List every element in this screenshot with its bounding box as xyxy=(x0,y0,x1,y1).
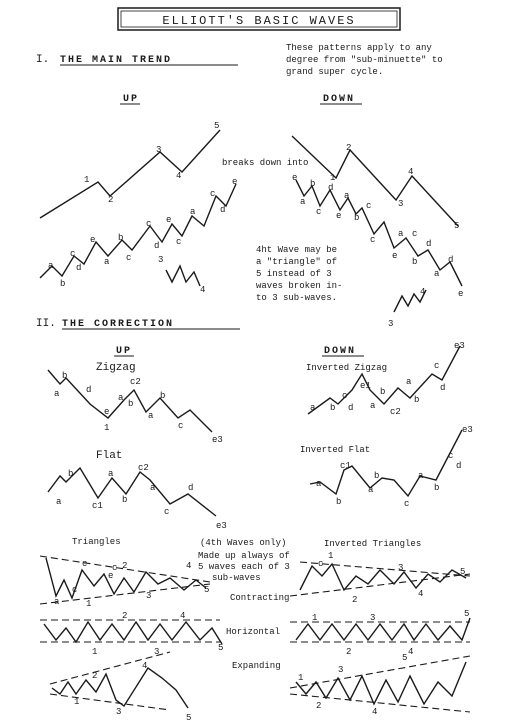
up-fourth-triangle xyxy=(166,266,200,286)
up-sub-d2: d xyxy=(154,241,160,251)
izz-c1: c xyxy=(342,391,348,401)
etri-1: 1 xyxy=(74,697,80,707)
down-sub-b1: b xyxy=(310,179,316,189)
iflat-b3: b xyxy=(434,483,440,493)
htri-3: 3 xyxy=(154,647,160,657)
izz-b1: b xyxy=(330,403,336,413)
up-sub-b2: b xyxy=(118,233,124,243)
iflat-c2: c xyxy=(404,499,410,509)
down-triangle-label-4: 4 xyxy=(420,287,426,297)
up-sub-e2: e xyxy=(166,215,172,225)
section2-heading: THE CORRECTION xyxy=(62,319,175,330)
section1-heading: THE MAIN TREND xyxy=(60,55,173,66)
ictri-1: 1 xyxy=(328,551,334,561)
flat-a1: a xyxy=(56,497,62,507)
down-sub-c3: c xyxy=(370,235,376,245)
zz-b1: b xyxy=(62,371,68,381)
izz-a2: a xyxy=(370,401,376,411)
down-sub-d2: d xyxy=(426,239,432,249)
zz-d1: d xyxy=(86,385,92,395)
ctri-3: 3 xyxy=(146,591,152,601)
flat-d3: d xyxy=(188,483,194,493)
ietri-3: 3 xyxy=(338,665,344,675)
izz-d3: d xyxy=(440,383,446,393)
izz-b2: b xyxy=(380,387,386,397)
fourth-note-2: a "triangle" of xyxy=(256,257,338,267)
etri-2: 2 xyxy=(92,671,98,681)
izz-c2: c2 xyxy=(390,407,401,417)
up-sub-d1: d xyxy=(76,263,82,273)
down-sub-c4: c xyxy=(412,229,418,239)
inverted-triangles-label: Inverted Triangles xyxy=(324,539,422,549)
iflat-b2: b xyxy=(374,471,380,481)
ictri-4: 4 xyxy=(418,589,424,599)
ietri-4: 4 xyxy=(372,707,378,717)
ctri-2: 2 xyxy=(122,561,128,571)
down-sub-a3: a xyxy=(398,229,404,239)
zigzag-label: Zigzag xyxy=(96,362,136,374)
iflat-a2: a xyxy=(368,485,374,495)
fourth-note-5: to 3 sub-waves. xyxy=(256,293,338,303)
down-sub-d3: d xyxy=(448,255,454,265)
etri-4: 4 xyxy=(142,661,148,671)
izz-b3: b xyxy=(414,395,420,405)
note-line-3: grand super cycle. xyxy=(286,67,384,77)
inv-horizontal-wave xyxy=(296,618,470,640)
fourth-only-label: (4th Waves only) xyxy=(200,538,287,548)
up-sub-c1: c xyxy=(70,249,76,259)
zz-e3: e3 xyxy=(212,435,223,445)
ictri-2: 2 xyxy=(352,595,358,605)
expanding-wave xyxy=(52,668,188,708)
expanding-label: Expanding xyxy=(232,661,281,671)
flat-a3: a xyxy=(150,483,156,493)
zz-e1: e xyxy=(104,407,110,417)
main-up-subwaves xyxy=(40,184,236,278)
flat-label: Flat xyxy=(96,450,123,462)
made-up-line-3: sub-waves xyxy=(212,573,261,583)
inv-expanding-wave xyxy=(296,662,466,704)
up-triangle-label-4: 4 xyxy=(200,285,206,295)
main-down-label-4: 4 xyxy=(408,167,414,177)
main-down-label-1: 1 xyxy=(330,173,336,183)
section1-numeral: I. xyxy=(36,54,50,66)
horizontal-wave xyxy=(44,622,222,644)
iflat-a3: a xyxy=(418,471,424,481)
main-down-label-2: 2 xyxy=(346,143,352,153)
flat-c3: c xyxy=(164,507,170,517)
ctri-4: 4 xyxy=(186,561,192,571)
up-triangle-label-3: 3 xyxy=(158,255,164,265)
inv-contracting-upper xyxy=(300,562,470,576)
main-up-label-4: 4 xyxy=(176,171,182,181)
note-line-1: These patterns apply to any xyxy=(286,43,432,53)
ihtri-3: 3 xyxy=(370,613,376,623)
up-sub-c3: c xyxy=(146,219,152,229)
main-up-impulse xyxy=(40,130,220,218)
izz-e1: e1 xyxy=(360,381,371,391)
izz-a1: a xyxy=(310,403,316,413)
flat-e3: e3 xyxy=(216,521,227,531)
etri-3: 3 xyxy=(116,707,122,717)
page-title: ELLIOTT'S BASIC WAVES xyxy=(162,14,356,28)
ctri-e: e xyxy=(108,571,114,581)
horizontal-label: Horizontal xyxy=(226,627,281,637)
down-sub-e4: e xyxy=(458,289,464,299)
izz-c3: c xyxy=(434,361,440,371)
inv-contracting-lower xyxy=(290,574,470,596)
main-up-label-5: 5 xyxy=(214,121,220,131)
down-sub-d1: d xyxy=(328,183,334,193)
main-up-label-1: 1 xyxy=(84,175,90,185)
iflat-d3: d xyxy=(456,461,462,471)
flat-c1: c1 xyxy=(92,501,103,511)
up-sub-c5: c xyxy=(210,189,216,199)
ctri-c: c xyxy=(72,585,78,595)
ctri-c2: c xyxy=(82,559,88,569)
fourth-note-3: 5 instead of 3 xyxy=(256,269,332,279)
inverted-zigzag-label: Inverted Zigzag xyxy=(306,363,388,373)
made-up-line-1: Made up always of xyxy=(198,551,290,561)
ictri-5: 5 xyxy=(460,567,466,577)
zz-a2: a xyxy=(118,393,124,403)
htri-2: 2 xyxy=(122,611,128,621)
down-sub-e1: e xyxy=(292,173,298,183)
note-line-2: degree from "sub-minuette" to xyxy=(286,55,443,65)
contracting-label: Contracting xyxy=(230,593,290,603)
main-down-heading: DOWN xyxy=(323,94,356,105)
flat-c2: c2 xyxy=(138,463,149,473)
correction-down-heading: DOWN xyxy=(324,346,357,357)
ictri-3: 3 xyxy=(398,563,404,573)
made-up-line-2: 5 waves each of 3 xyxy=(198,562,290,572)
down-sub-e2: e xyxy=(336,211,342,221)
izz-a3: a xyxy=(406,377,412,387)
izz-e3: e3 xyxy=(454,341,465,351)
iflat-c3: c xyxy=(448,451,454,461)
up-sub-b1: b xyxy=(60,279,66,289)
main-up-heading: UP xyxy=(123,94,140,105)
zz-a1: a xyxy=(54,389,60,399)
iflat-e3: e3 xyxy=(462,425,473,435)
down-sub-a2: a xyxy=(344,191,350,201)
down-sub-e3: e xyxy=(392,251,398,261)
ctri-1: 1 xyxy=(86,599,92,609)
down-sub-c1: c xyxy=(316,207,322,217)
fourth-note-4: waves broken in- xyxy=(256,281,343,291)
flat-b2: b xyxy=(122,495,128,505)
inv-contracting-wave xyxy=(300,564,466,590)
breaks-down-text: breaks down into xyxy=(222,158,309,168)
down-sub-c2: c xyxy=(366,201,372,211)
down-sub-b3: b xyxy=(412,257,418,267)
section2-numeral: II. xyxy=(36,318,56,330)
iflat-c1: c1 xyxy=(340,461,351,471)
flat-a2: a xyxy=(108,469,114,479)
up-sub-a1: a xyxy=(48,261,54,271)
main-up-label-2: 2 xyxy=(108,195,114,205)
up-sub-e3: e xyxy=(232,177,238,187)
up-sub-c4: c xyxy=(176,237,182,247)
main-down-label-3: 3 xyxy=(398,199,404,209)
down-sub-a4: a xyxy=(434,269,440,279)
ctri-5: 5 xyxy=(204,585,210,595)
contracting-lower-boundary xyxy=(40,584,210,604)
htri-4: 4 xyxy=(180,611,186,621)
ietri-2: 2 xyxy=(316,701,322,711)
ietri-1: 1 xyxy=(298,673,304,683)
ietri-5: 5 xyxy=(402,653,408,663)
up-sub-a3: a xyxy=(190,207,196,217)
up-sub-d3: d xyxy=(220,205,226,215)
down-triangle-label-3: 3 xyxy=(388,319,394,329)
up-sub-a2: a xyxy=(104,257,110,267)
zz-a3: a xyxy=(148,411,154,421)
triangles-label: Triangles xyxy=(72,537,121,547)
ihtri-5: 5 xyxy=(464,609,470,619)
ihtri-4: 4 xyxy=(408,647,414,657)
inverted-flat-label: Inverted Flat xyxy=(300,445,371,455)
iflat-b1: b xyxy=(336,497,342,507)
iflat-a1: a xyxy=(316,479,322,489)
zz-b3: b xyxy=(160,391,166,401)
ctri-c-top: c xyxy=(112,563,118,573)
htri-1: 1 xyxy=(92,647,98,657)
fourth-note-1: 4ht Wave may be xyxy=(256,245,338,255)
zz-b2: b xyxy=(128,399,134,409)
up-sub-c2: c xyxy=(126,253,132,263)
up-sub-e1: e xyxy=(90,235,96,245)
zz-c3: c xyxy=(178,421,184,431)
htri-5: 5 xyxy=(218,643,224,653)
ihtri-1: 1 xyxy=(312,613,318,623)
izz-d1: d xyxy=(348,403,354,413)
down-sub-a1: a xyxy=(300,197,306,207)
correction-up-heading: UP xyxy=(116,346,133,357)
ictri-c: c xyxy=(318,559,324,569)
etri-5: 5 xyxy=(186,713,192,723)
main-up-label-3: 3 xyxy=(156,145,162,155)
ihtri-2: 2 xyxy=(346,647,352,657)
expanding-lower-boundary xyxy=(50,694,170,710)
flat-b1: b xyxy=(68,469,74,479)
main-down-label-5: 5 xyxy=(454,221,460,231)
ctri-a: a xyxy=(54,597,60,607)
down-sub-b2: b xyxy=(354,213,360,223)
zz-c2: c2 xyxy=(130,377,141,387)
zz-1: 1 xyxy=(104,423,110,433)
expanding-upper-boundary xyxy=(50,652,170,684)
